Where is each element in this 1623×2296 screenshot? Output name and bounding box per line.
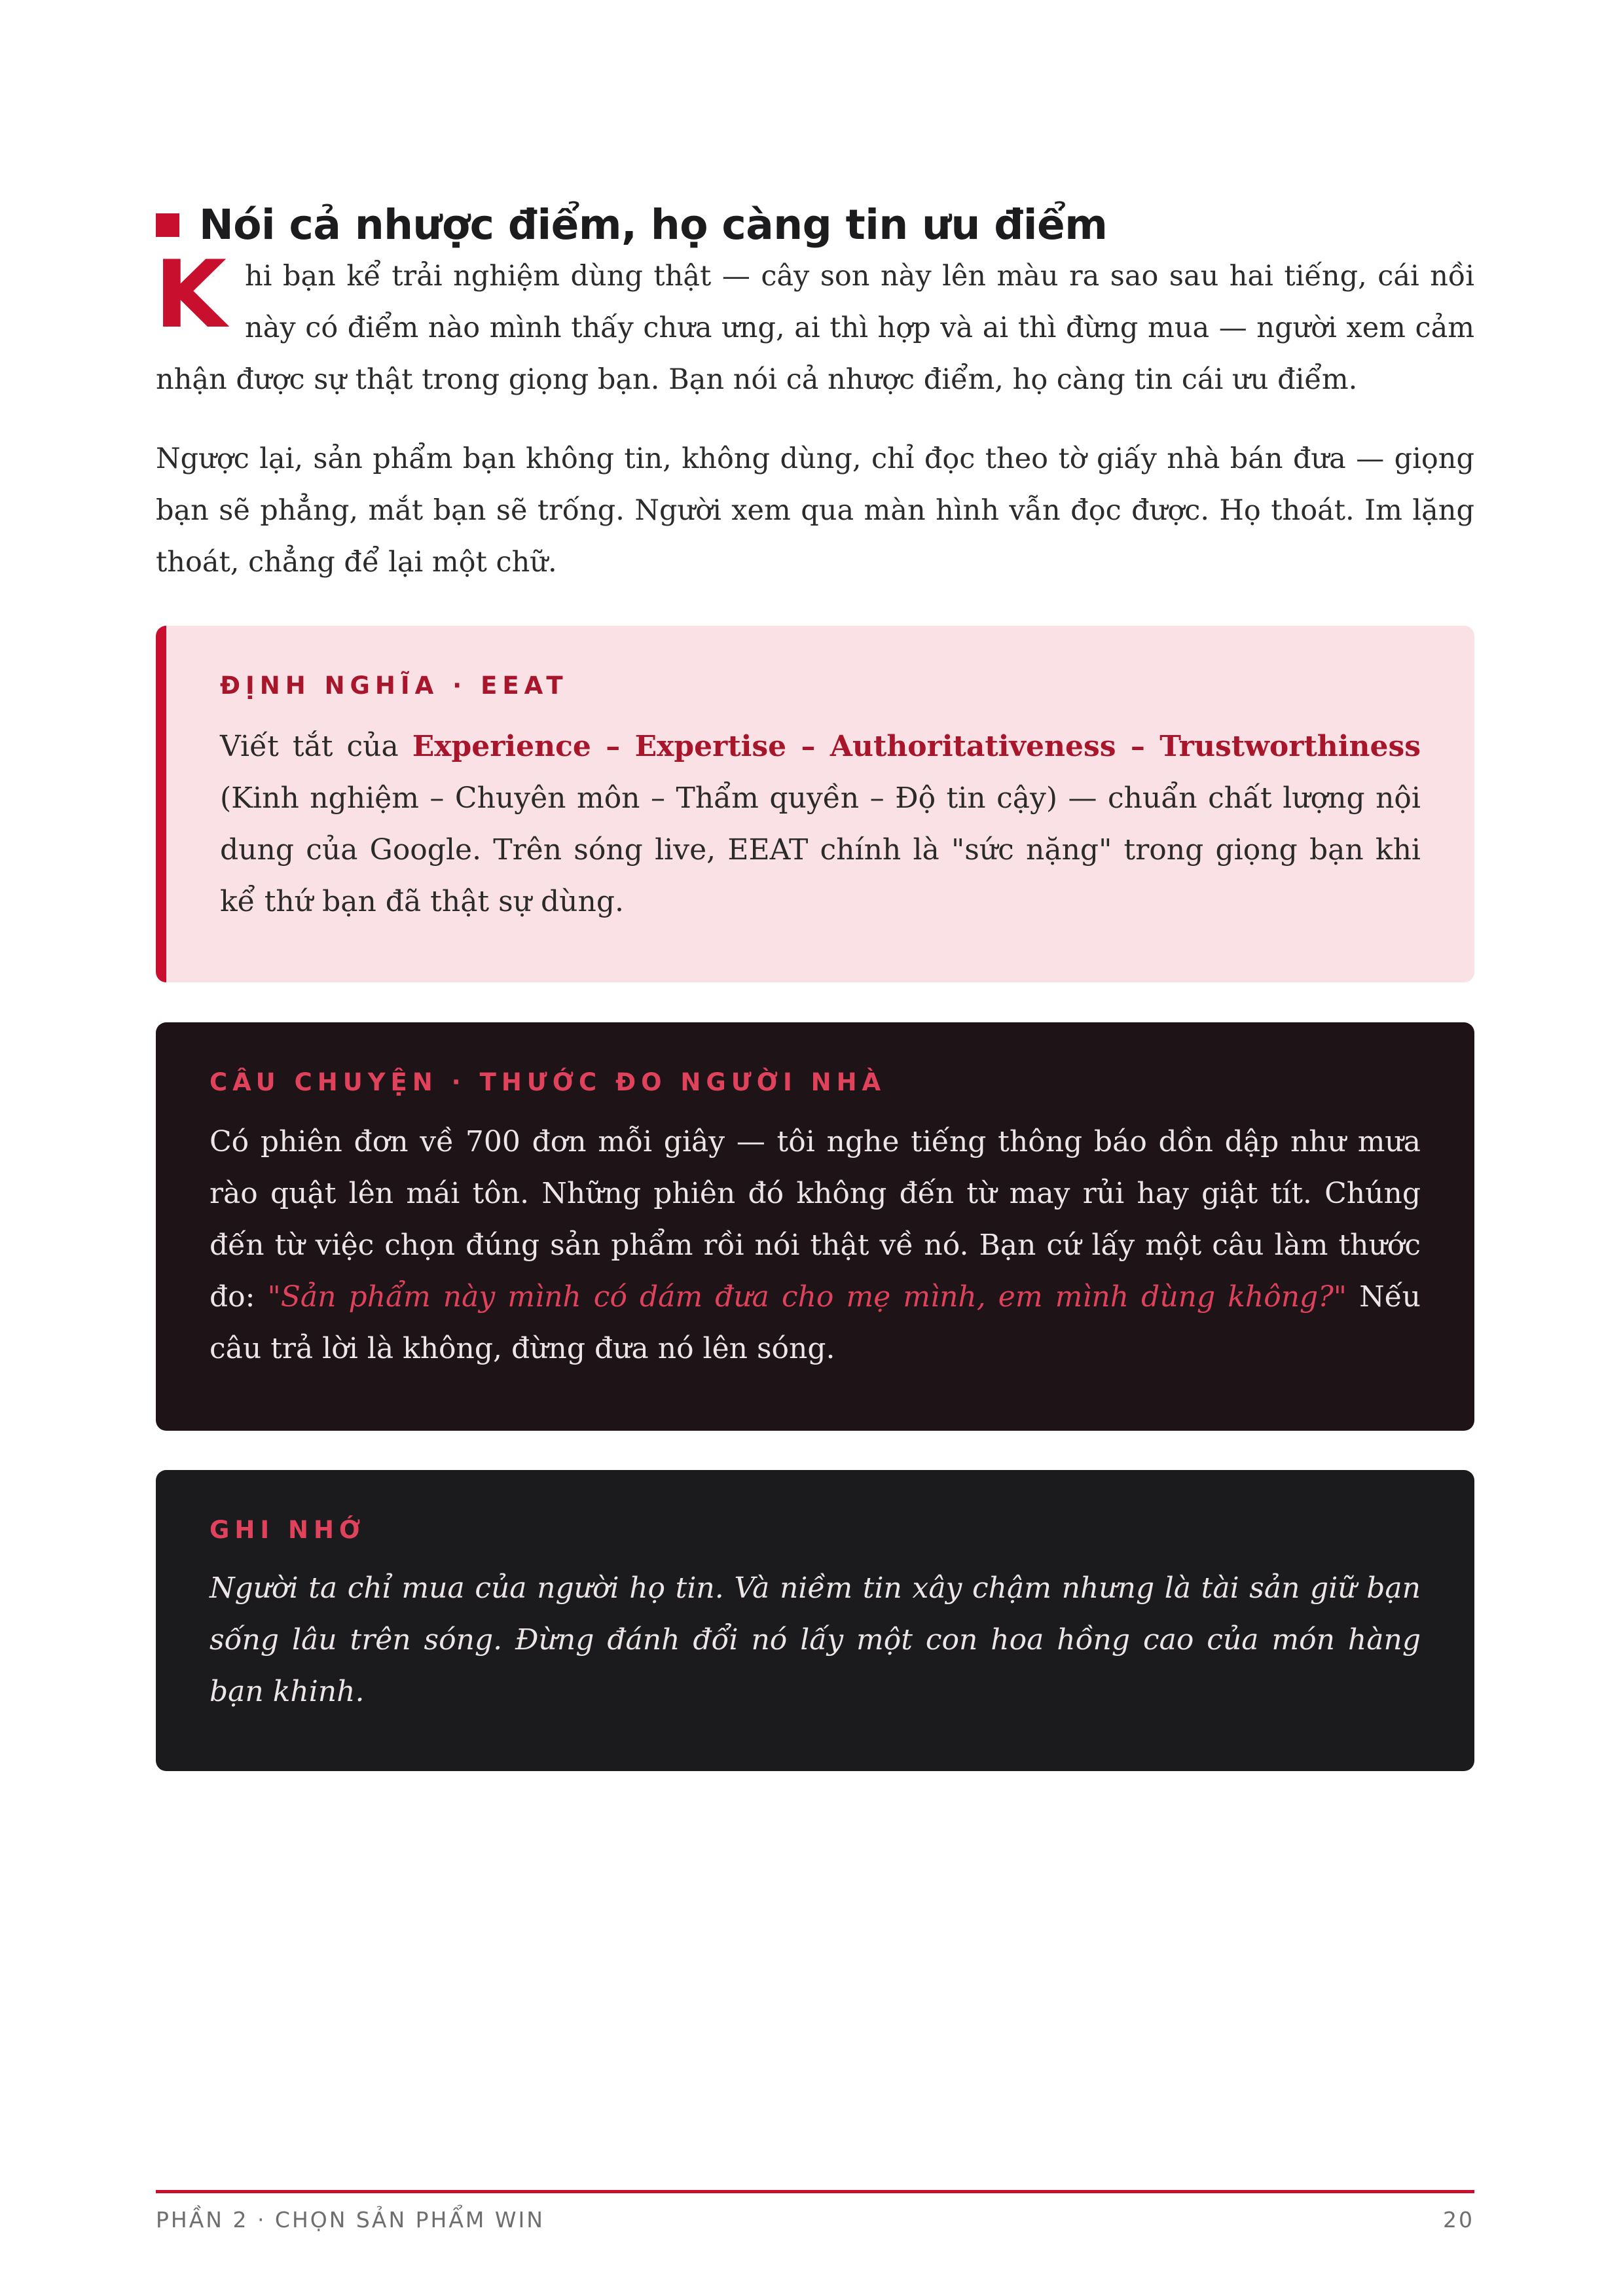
footer-chapter: PHẦN 2 · CHỌN SẢN PHẨM WIN xyxy=(156,2207,545,2233)
section-heading xyxy=(156,201,1107,249)
story-text-2: Nếu câu trả lời là không, đừng đưa nó lên sóng. xyxy=(210,1280,1421,1365)
story-box xyxy=(156,1022,1474,1431)
story-quote: "Sản phẩm này mình có dám đưa cho mẹ mình, em mình dùng không?" xyxy=(267,1280,1347,1314)
note-text: Người ta chỉ mua của người họ tin. Và niềm tin xây chậm nhưng là tài sản giữ bạn sống lâu trên sóng. Đừng đánh đổi nó lấy một con hoa hồng cao của món hàng bạn khinh. xyxy=(210,1571,1421,1708)
definition-rest: (Kinh nghiệm – Chuyên môn – Thẩm quyền – Độ tin cậy) — chuẩn chất lượng nội dung của Google. Trên sóng live, EEAT chính là "sức nặng" trong giọng bạn khi kể thứ bạn đã thật sự dùng. xyxy=(220,781,1421,918)
definition-box xyxy=(156,626,1474,982)
section-title: Nói cả nhược điểm, họ càng tin ưu điểm xyxy=(199,201,1108,249)
story-label: CÂU CHUYỆN · THƯỚC ĐO NGƯỜI NHÀ xyxy=(210,1068,886,1096)
definition-label: ĐỊNH NGHĨA · EEAT xyxy=(220,672,568,700)
intro-paragraph-2: Ngược lại, sản phẩm bạn không tin, không dùng, chỉ đọc theo tờ giấy nhà bán đưa — giọng bạn sẽ phẳng, mắt bạn sẽ trống. Người xem qua màn hình vẫn đọc được. Họ thoát. Im lặng thoát, chẳng để lại một chữ. xyxy=(156,442,1474,579)
intro-paragraph-1-text: hi bạn kể trải nghiệm dùng thật — cây son này lên màu ra sao sau hai tiếng, cái nồi này có điểm nào mình thấy chưa ưng, ai thì hợp và ai thì đừng mua — người xem cảm nhận được sự thật trong giọng bạn. Bạn nói cả nhược điểm, họ càng tin cái ưu điểm. xyxy=(156,260,1474,396)
story-text xyxy=(210,1116,1421,1374)
page-number: 20 xyxy=(1443,2207,1474,2233)
note-label: GHI NHỚ xyxy=(210,1516,366,1544)
footer-divider xyxy=(156,2190,1474,2193)
intro-paragraph-1 xyxy=(155,241,1474,406)
story-text-1: Có phiên đơn về 700 đơn mỗi giây — tôi nghe tiếng thông báo dồn dập như mưa rào quật lên mái tôn. Những phiên đó không đến từ may rủi hay giật tít. Chúng đến từ việc chọn đúng sản phẩm rồi nói thật về nó. Bạn cứ lấy một câu làm thước đo: xyxy=(210,1125,1421,1314)
page-footer xyxy=(156,2207,1474,2233)
drop-cap: K xyxy=(155,241,227,349)
definition-text xyxy=(220,721,1421,927)
note-box xyxy=(156,1470,1474,1771)
definition-terms: Experience – Expertise – Authoritativeness – Trustworthiness xyxy=(412,730,1421,763)
heading-square-marker xyxy=(156,213,179,237)
definition-lead: Viết tắt của xyxy=(220,730,412,763)
